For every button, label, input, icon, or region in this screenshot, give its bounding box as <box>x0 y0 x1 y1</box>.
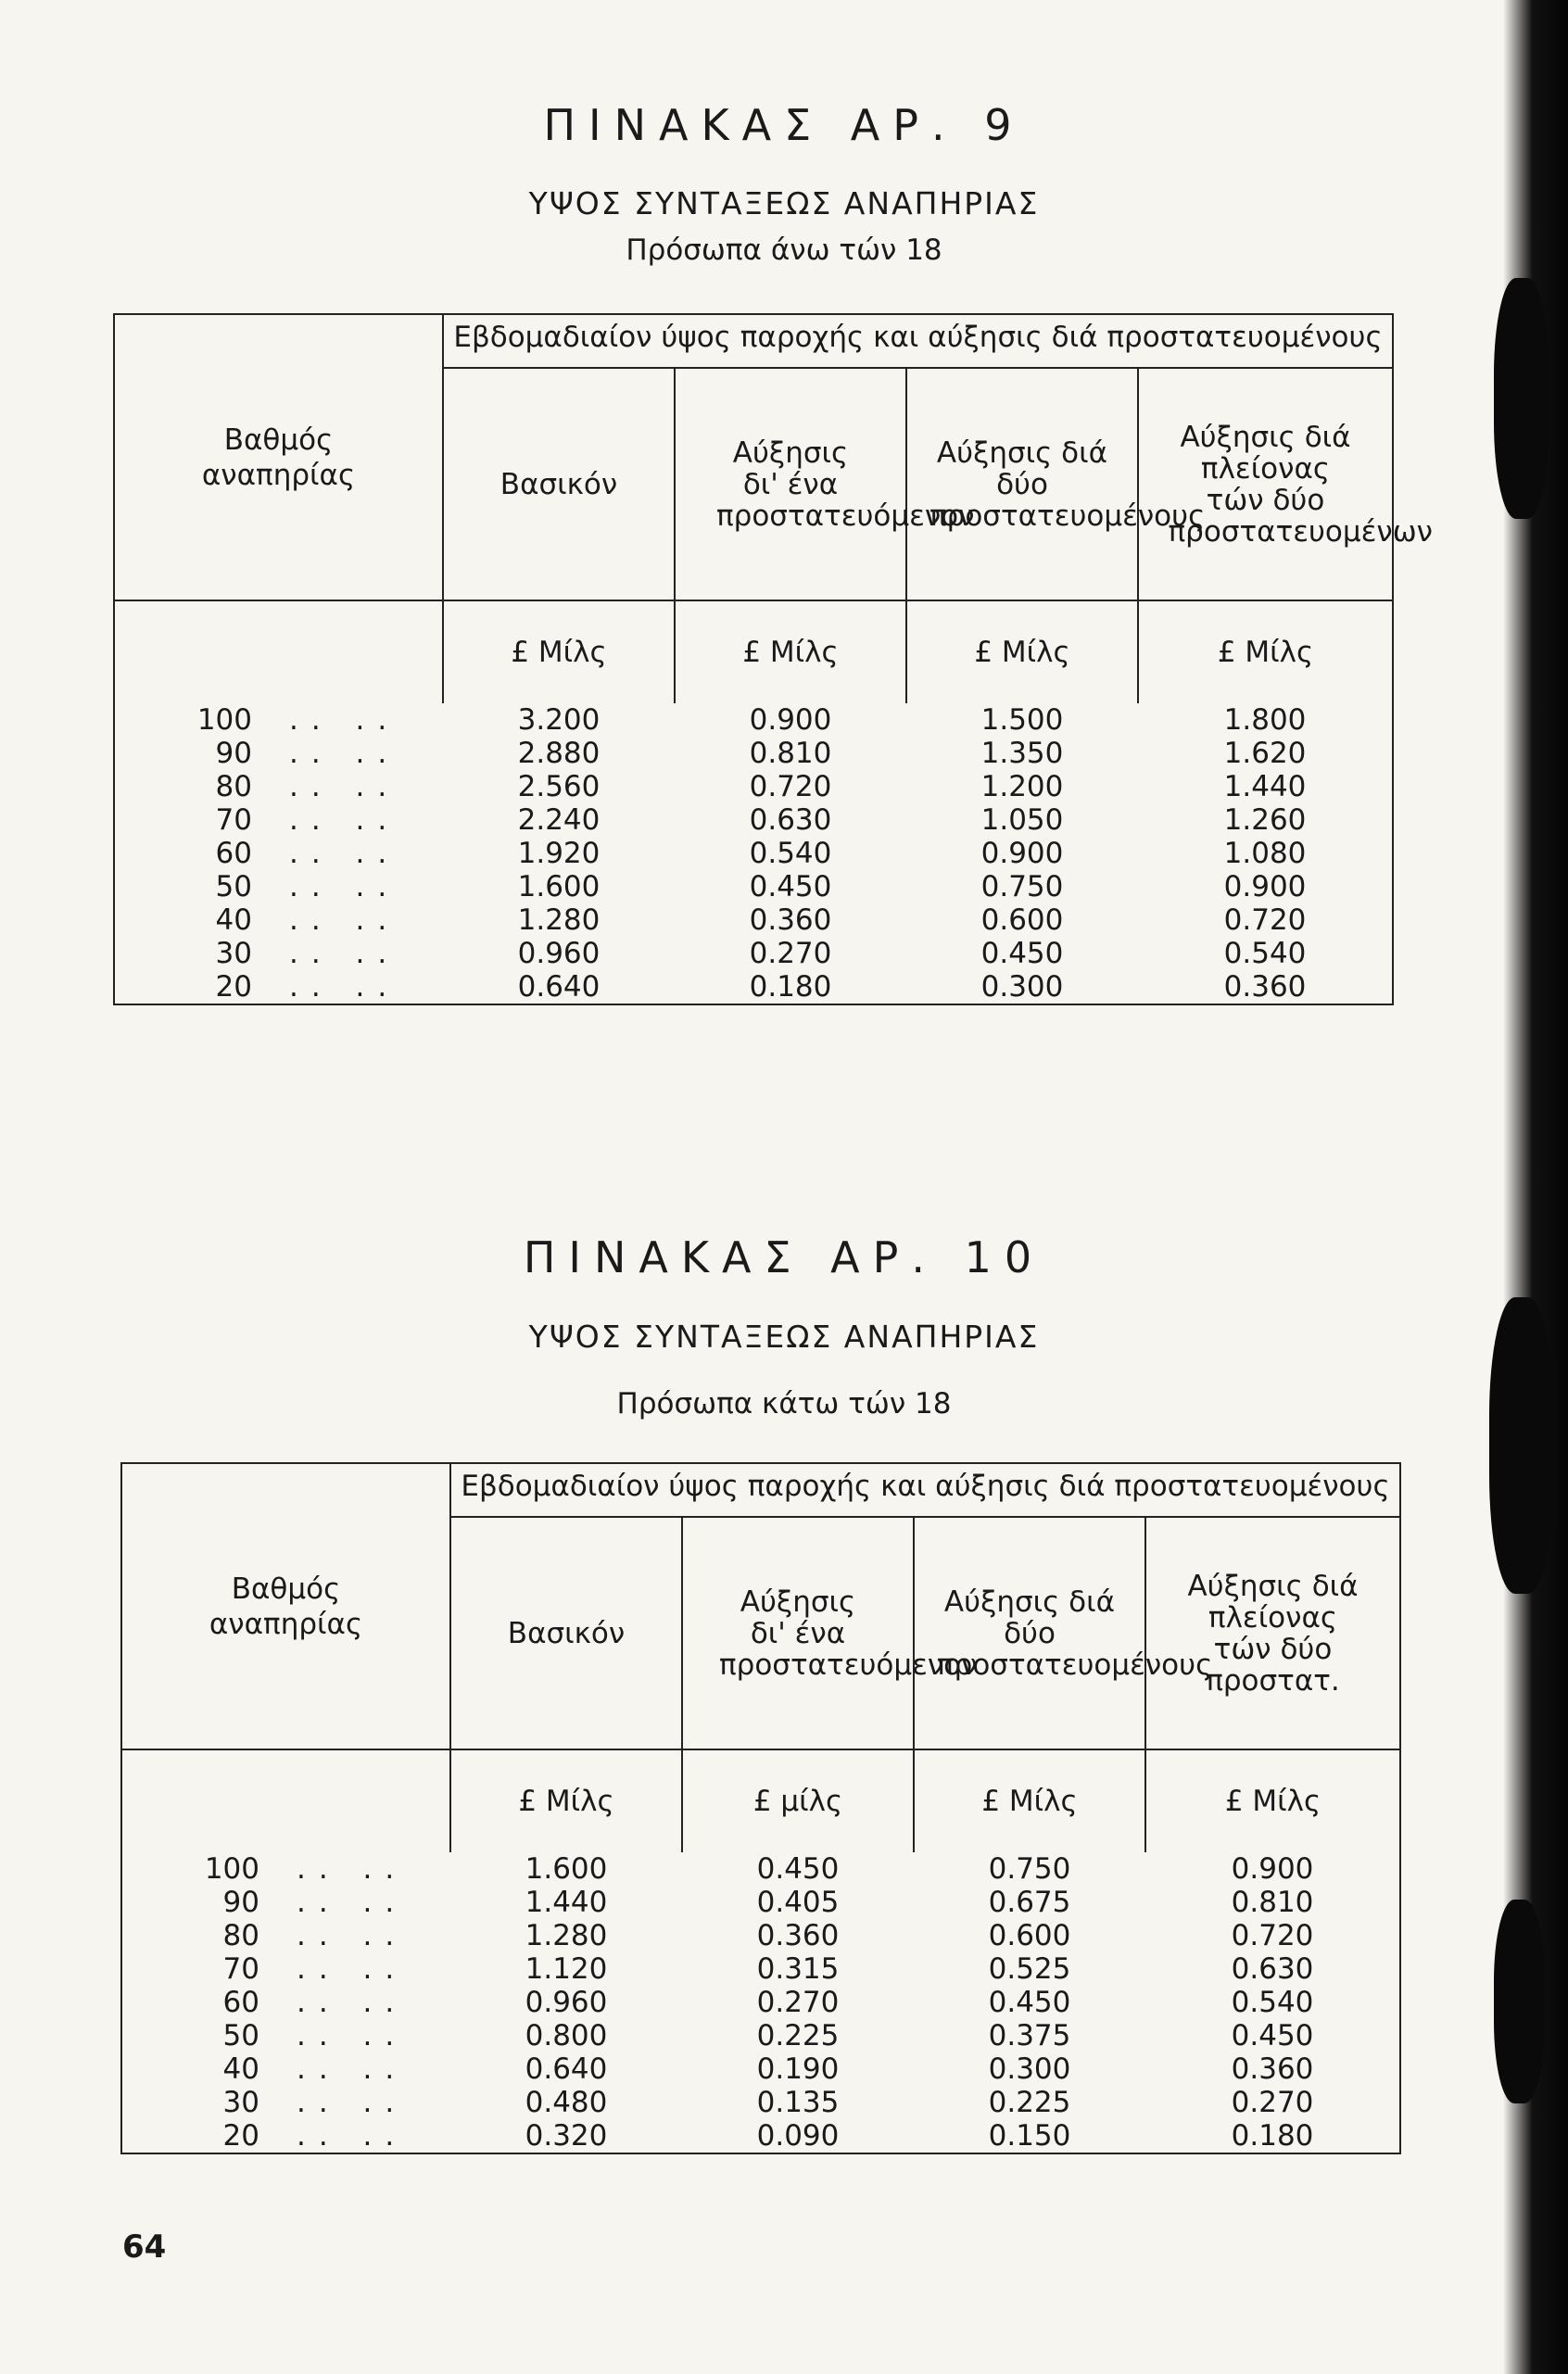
leader-dots: .. .. <box>289 803 400 837</box>
grade-value: 30 <box>222 2086 259 2119</box>
leader-dots: .. .. <box>289 703 400 737</box>
value-cell: 0.540 <box>1231 1986 1314 2019</box>
value-cell: 0.720 <box>1231 1919 1314 1952</box>
value-cell: 0.540 <box>749 837 832 870</box>
value-cell: 0.960 <box>517 937 601 970</box>
table-row <box>114 837 1393 870</box>
value-cell: 0.540 <box>1223 937 1307 970</box>
leader-dots: .. .. <box>297 1919 408 1952</box>
column-header: Αύξησις δι' ένα προστατευόμενον <box>682 1517 914 1749</box>
leader-dots: .. .. <box>297 1952 408 1986</box>
value-cell: 0.225 <box>756 2019 840 2052</box>
grade-value: 100 <box>196 703 252 737</box>
grade-value: 90 <box>215 737 252 770</box>
value-cell: 2.560 <box>517 770 601 803</box>
value-cell: 0.450 <box>1231 2019 1314 2052</box>
value-cell: 0.320 <box>450 2119 682 2153</box>
grade-value: 40 <box>222 2052 259 2086</box>
value-cell: 1.500 <box>980 703 1064 737</box>
value-cell: 1.920 <box>517 837 601 870</box>
value-cell: 1.440 <box>1223 770 1307 803</box>
value-cell: 0.090 <box>682 2119 914 2153</box>
leader-dots: .. .. <box>297 1852 408 1886</box>
grade-value: 30 <box>215 937 252 970</box>
table-row <box>114 870 1393 903</box>
grade-value: 60 <box>222 1986 259 2019</box>
value-cell: 0.450 <box>749 870 832 903</box>
leader-dots: .. .. <box>289 870 400 903</box>
leader-dots: .. .. <box>289 937 400 970</box>
value-cell: 0.750 <box>988 1852 1071 1886</box>
value-cell: 0.640 <box>525 2052 608 2086</box>
value-cell: 0.810 <box>749 737 832 770</box>
value-cell: 0.900 <box>1223 870 1307 903</box>
unit-label: £ Μίλς <box>914 1749 1145 1852</box>
header-span: Εβδομαδιαίον ύψος παροχής και αύξησις διά προστατευομένους <box>443 314 1393 368</box>
value-cell: 1.620 <box>1223 737 1307 770</box>
value-cell: 0.900 <box>749 703 832 737</box>
value-cell: 0.450 <box>756 1852 840 1886</box>
value-cell: 0.315 <box>756 1952 840 1986</box>
value-cell: 0.190 <box>756 2052 840 2086</box>
table-row <box>121 2019 1400 2052</box>
row-header: Βαθμός αναπηρίας <box>201 423 356 492</box>
value-cell: 0.450 <box>988 1986 1071 2019</box>
value-cell: 1.080 <box>1223 837 1307 870</box>
leader-dots: .. .. <box>297 2086 408 2119</box>
unit-label: £ Μίλς <box>450 1749 682 1852</box>
table-row <box>114 970 1393 1004</box>
table-row <box>121 2052 1400 2086</box>
value-cell: 0.135 <box>756 2086 840 2119</box>
table-10-subtitle: ΥΨΟΣ ΣΥΝΤΑΞΕΩΣ ΑΝΑΠΗΡΙΑΣ <box>528 1319 1040 1355</box>
table-row <box>121 2086 1400 2119</box>
value-cell: 0.300 <box>906 970 1138 1004</box>
table-9-title: ΠΙΝΑΚΑΣ ΑΡ. 9 <box>543 100 1025 150</box>
table-9-subtitle: ΥΨΟΣ ΣΥΝΤΑΞΕΩΣ ΑΝΑΠΗΡΙΑΣ <box>528 185 1040 221</box>
value-cell: 0.600 <box>988 1919 1071 1952</box>
page-number: 64 <box>122 2229 167 2266</box>
value-cell: 0.720 <box>1223 903 1307 937</box>
value-cell: 1.800 <box>1223 703 1307 737</box>
grade-value: 20 <box>215 970 252 1004</box>
unit-label: £ Μίλς <box>906 600 1138 703</box>
value-cell: 0.375 <box>988 2019 1071 2052</box>
leader-dots: .. .. <box>297 1986 408 2019</box>
value-cell: 1.050 <box>980 803 1064 837</box>
table-row <box>114 803 1393 837</box>
value-cell: 0.270 <box>1231 2086 1314 2119</box>
leader-dots: .. .. <box>289 970 400 1004</box>
value-cell: 0.360 <box>1138 970 1393 1004</box>
value-cell: 2.880 <box>517 737 601 770</box>
value-cell: 0.150 <box>914 2119 1145 2153</box>
table-row <box>121 1919 1400 1952</box>
value-cell: 0.360 <box>1231 2052 1314 2086</box>
table-row <box>114 937 1393 970</box>
page-edge-blot <box>1494 1900 1545 2103</box>
grade-value: 60 <box>215 837 252 870</box>
table-row <box>121 1986 1400 2019</box>
table-10-title: ΠΙΝΑΚΑΣ ΑΡ. 10 <box>523 1232 1045 1282</box>
grade-value: 70 <box>222 1952 259 1986</box>
grade-value: 100 <box>204 1852 259 1886</box>
value-cell: 3.200 <box>517 703 601 737</box>
value-cell: 0.630 <box>1231 1952 1314 1986</box>
column-header: Αύξησις διά δύο προστατευομένους <box>914 1517 1145 1749</box>
value-cell: 0.300 <box>988 2052 1071 2086</box>
column-header: Αύξησις διά δύο προστατευομένους <box>906 368 1138 600</box>
table-row <box>121 2119 1400 2153</box>
value-cell: 1.600 <box>517 870 601 903</box>
grade-value: 50 <box>222 2019 259 2052</box>
table-row <box>114 703 1393 737</box>
grade-value: 40 <box>215 903 252 937</box>
grade-value: 80 <box>222 1919 259 1952</box>
table-10 <box>120 1462 1401 2154</box>
column-header: Αύξησις διά πλείονας τών δύο προστατευομένων <box>1138 368 1393 600</box>
page-edge-blot <box>1494 278 1549 519</box>
unit-label: £ μίλς <box>682 1749 914 1852</box>
leader-dots: .. .. <box>289 837 400 870</box>
grade-value: 50 <box>215 870 252 903</box>
grade-value: 20 <box>222 2119 259 2153</box>
table-9-note: Πρόσωπα άνω τών 18 <box>626 234 942 267</box>
table-row <box>114 903 1393 937</box>
value-cell: 0.800 <box>525 2019 608 2052</box>
leader-dots: .. .. <box>297 2052 408 2086</box>
value-cell: 1.350 <box>980 737 1064 770</box>
value-cell: 0.360 <box>756 1919 840 1952</box>
row-header: Βαθμός αναπηρίας <box>209 1572 363 1641</box>
leader-dots: .. .. <box>297 1886 408 1919</box>
unit-label: £ Μίλς <box>1138 600 1393 703</box>
table-9 <box>113 313 1433 1005</box>
table-row <box>114 770 1393 803</box>
value-cell: 1.280 <box>525 1919 608 1952</box>
grade-value: 80 <box>215 770 252 803</box>
value-cell: 0.180 <box>675 970 906 1004</box>
value-cell: 1.280 <box>517 903 601 937</box>
value-cell: 1.440 <box>525 1886 608 1919</box>
value-cell: 0.630 <box>749 803 832 837</box>
grade-value: 70 <box>215 803 252 837</box>
value-cell: 0.640 <box>443 970 675 1004</box>
value-cell: 0.525 <box>988 1952 1071 1986</box>
value-cell: 0.270 <box>749 937 832 970</box>
leader-dots: .. .. <box>289 737 400 770</box>
leader-dots: .. .. <box>297 2119 408 2153</box>
header-span: Εβδομαδιαίον ύψος παροχής και αύξησις διά προστατευομένους <box>450 1463 1400 1517</box>
column-header: Βασικόν <box>443 368 675 600</box>
value-cell: 0.225 <box>988 2086 1071 2119</box>
value-cell: 0.750 <box>980 870 1064 903</box>
leader-dots: .. .. <box>297 2019 408 2052</box>
value-cell: 0.270 <box>756 1986 840 2019</box>
value-cell: 0.405 <box>756 1886 840 1919</box>
table-10-note: Πρόσωπα κάτω τών 18 <box>616 1387 952 1421</box>
table-row <box>114 737 1393 770</box>
leader-dots: .. .. <box>289 770 400 803</box>
value-cell: 1.200 <box>980 770 1064 803</box>
value-cell: 1.260 <box>1223 803 1307 837</box>
grade-value: 90 <box>222 1886 259 1919</box>
table-row <box>121 1952 1400 1986</box>
value-cell: 0.810 <box>1231 1886 1314 1919</box>
unit-label: £ Μίλς <box>443 600 675 703</box>
table-row <box>121 1886 1400 1919</box>
column-header: Αύξησις διά πλείονας τών δύο προστατ. <box>1145 1517 1400 1749</box>
value-cell: 0.600 <box>980 903 1064 937</box>
value-cell: 0.900 <box>980 837 1064 870</box>
value-cell: 1.600 <box>525 1852 608 1886</box>
value-cell: 0.720 <box>749 770 832 803</box>
value-cell: 0.450 <box>980 937 1064 970</box>
value-cell: 0.180 <box>1145 2119 1400 2153</box>
value-cell: 2.240 <box>517 803 601 837</box>
column-header: Βασικόν <box>450 1517 682 1749</box>
value-cell: 0.360 <box>749 903 832 937</box>
table-row <box>121 1852 1400 1886</box>
value-cell: 0.960 <box>525 1986 608 2019</box>
value-cell: 0.480 <box>525 2086 608 2119</box>
column-header: Αύξησις δι' ένα προστατευόμενον <box>675 368 906 600</box>
value-cell: 0.675 <box>988 1886 1071 1919</box>
unit-label: £ Μίλς <box>1145 1749 1400 1852</box>
value-cell: 1.120 <box>525 1952 608 1986</box>
value-cell: 0.900 <box>1231 1852 1314 1886</box>
leader-dots: .. .. <box>289 903 400 937</box>
unit-label: £ Μίλς <box>675 600 906 703</box>
